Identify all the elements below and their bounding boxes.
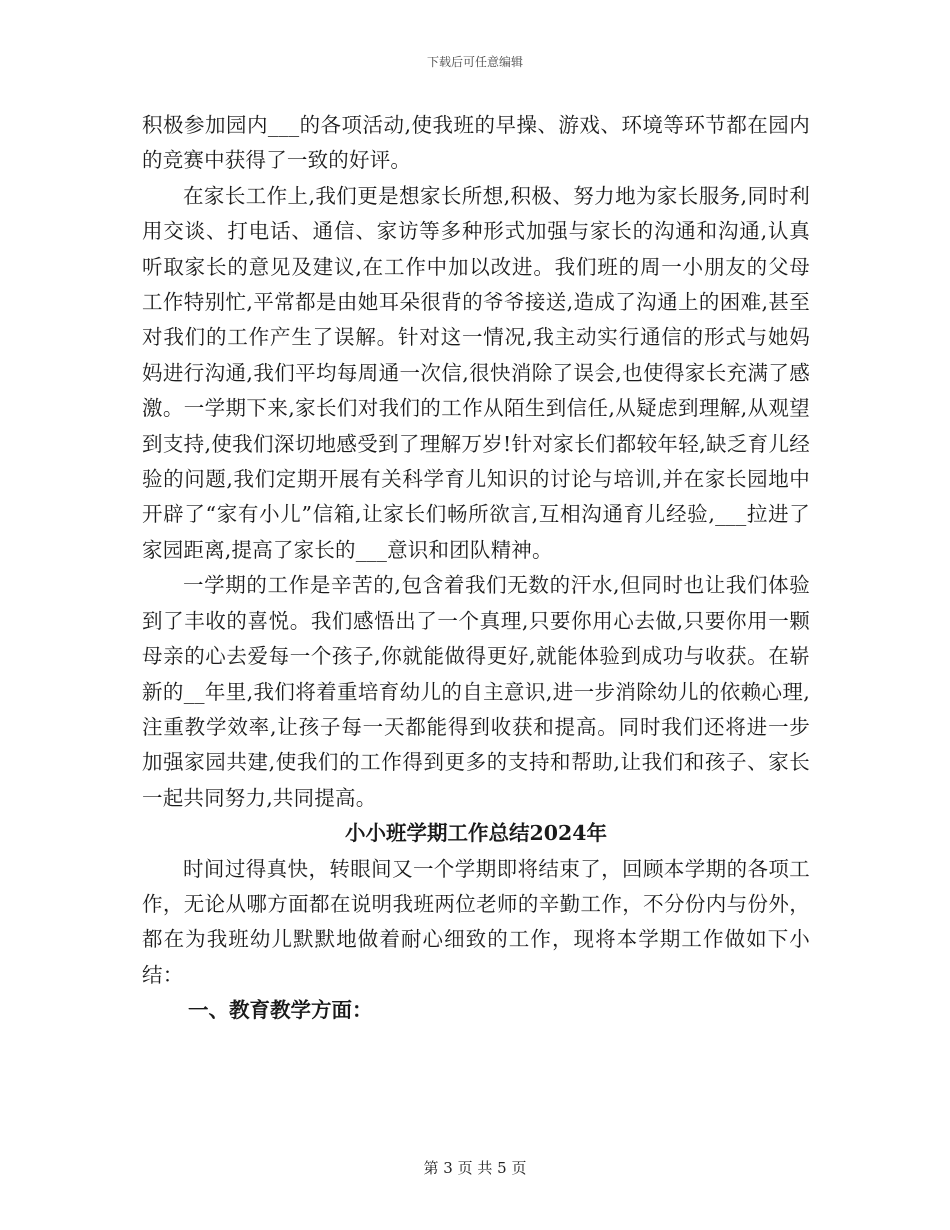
paragraph-intro: 时间过得真快，转眼间又一个学期即将结束了，回顾本学期的各项工作，无论从哪方面都在说明我班两位老师的辛勤工作，不分份内与份外，都在为我班幼儿默默地做着耐心细致的工作，现将本学期工作做如下小结： bbox=[142, 856, 810, 987]
section-title: 小小班学期工作总结2024年 bbox=[344, 821, 608, 846]
page-footer: 第 3 页 共 5 页 bbox=[423, 1159, 527, 1177]
paragraph-summary: 一学期的工作是辛苦的,包含着我们无数的汗水,但同时也让我们体验到了丰收的喜悦。我们感悟出了一个真理,只要你用心去做,只要你用一颗母亲的心去爱每一个孩子,你就能做得更好,就能体验到成功与收获。在崭新的__年里,我们将着重培育幼儿的自主意识,进一步消除幼儿的依赖心理,注重教学效率,让孩子每一天都能得到收获和提高。同时我们还将进一步加强家园共建,使我们的工作得到更多的支持和帮助,让我们和孩子、家长一起共同努力,共同提高。 bbox=[142, 573, 810, 810]
section-heading: 一、教育教学方面： bbox=[188, 998, 373, 1023]
paragraph-continuation: 积极参加园内___的各项活动,使我班的早操、游戏、环境等环节都在园内的竞赛中获得了一致的好评。 bbox=[142, 113, 810, 173]
document-body bbox=[142, 108, 810, 1029]
paragraph-parent-work: 在家长工作上,我们更是想家长所想,积极、努力地为家长服务,同时利用交谈、打电话、通信、家访等多种形式加强与家长的沟通和沟通,认真听取家长的意见及建议,在工作中加以改进。我们班的周一小朋友的父母工作特别忙,平常都是由她耳朵很背的爷爷接送,造成了沟通上的困难,甚至对我们的工作产生了误解。针对这一情况,我主动实行通信的形式与她妈妈进行沟通,我们平均每周通一次信,很快消除了误会,也使得家长充满了感激。一学期下来,家长们对我们的工作从陌生到信任,从疑虑到理解,从观望到支持,使我们深切地感受到了理解万岁!针对家长们都较年轻,缺乏育儿经验的问题,我们定期开展有关科学育儿知识的讨论与培训,并在家长园地中开辟了“家有小儿”信箱,让家长们畅所欲言,互相沟通育儿经验,___拉进了家园距离,提高了家长的___意识和团队精神。 bbox=[142, 183, 810, 562]
page-header: 下载后可任意编辑 bbox=[426, 55, 523, 69]
